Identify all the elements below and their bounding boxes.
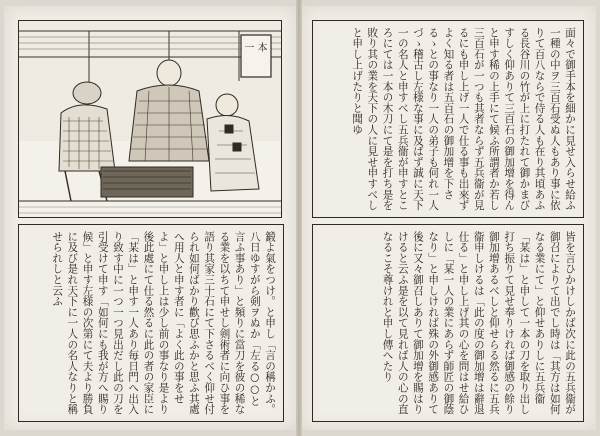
illustration-svg	[19, 21, 281, 217]
left-page	[4, 6, 296, 430]
left-body-text: 鍛よ氣をつけ。と申し「言の稱かふ。八日ゆすがら剣ヲぬか「左る○○と言ふ事あり」と頻りに當刀を彼の稀なる業を以ちて申せし剣術者に向ひ事を語り其家三十石にて下さるべく仰せ付られ如何ばかり歡び思ふかと思ふ其處へ用人と申す者に「よく此の事をせよ」と申し上は少し前の事なり是より後此處にて仕る然るに此の者の家臣に「某は」と申す一人あり毎日門へ出入り致す中に一つ一つ見出だし此の刀を引受けて申す「如何にも我が方へ賜り候」と申す左様の次第にて夫より勝負に及び是れ天下に一人の名人なりと稱せられしと云ふ	[51, 231, 276, 415]
right-page	[302, 6, 596, 430]
right-bottom-body-text: 皆を言ひかけしかば次に此の五兵衞が御召によりて出でし時は「其方は如何なる業にて」と仰せありしに五兵衞「某は」と申して一本の刀を取り出し打ち振りて見せ奉りければ御感の餘り御加增あるべしと仰せらる然るに五兵衞申しけるは「此の度の御加增は辭退仕る」と申し上げ其の心を問はせ給ひしに「某一人の業にあらず師匠の御蔭なり」と申しければ殊の外御感ありて後に又々御召しありて御加增を賜はりけると云ふ是を以て見れば人の心の直なるこそ尊けれと申し傳へたり	[381, 231, 576, 415]
right-top-text-frame	[312, 20, 584, 218]
right-top-body-text: 面々で御手本を細かに見せ入らせ給ふ一種の中ヲ三百石受ぬ人もあり事に依りて百八ならで侍る人も在り其頃あふる長谷川の竹が上に打たれて御かまびすしく仰ありて三百石の御加增を得んと申す稀の上手にて候ふ所謂者か若し三百石が一つも其者ならず五兵衞が見るにも申し上げ一人で仕る事も出來ずよく知る者は五百石の御加增を下さるゝとの事なり一人の弟子も何れ一人づゝ稽古し左様な事に及ばず誠に天下一の名人と申すべし五兵衞が申すところにては一本の木刀にて是を打ち是を敗り其の業を天下の人に見せ申すべしと申し上げたりと聞ゆ	[351, 27, 576, 211]
anvil-block	[101, 167, 193, 197]
woodblock-illustration	[18, 20, 282, 218]
left-text-frame	[18, 224, 284, 422]
hanging-sign	[241, 35, 271, 77]
right-bottom-text-frame	[312, 224, 584, 422]
sign-text: 一 本	[244, 43, 268, 54]
